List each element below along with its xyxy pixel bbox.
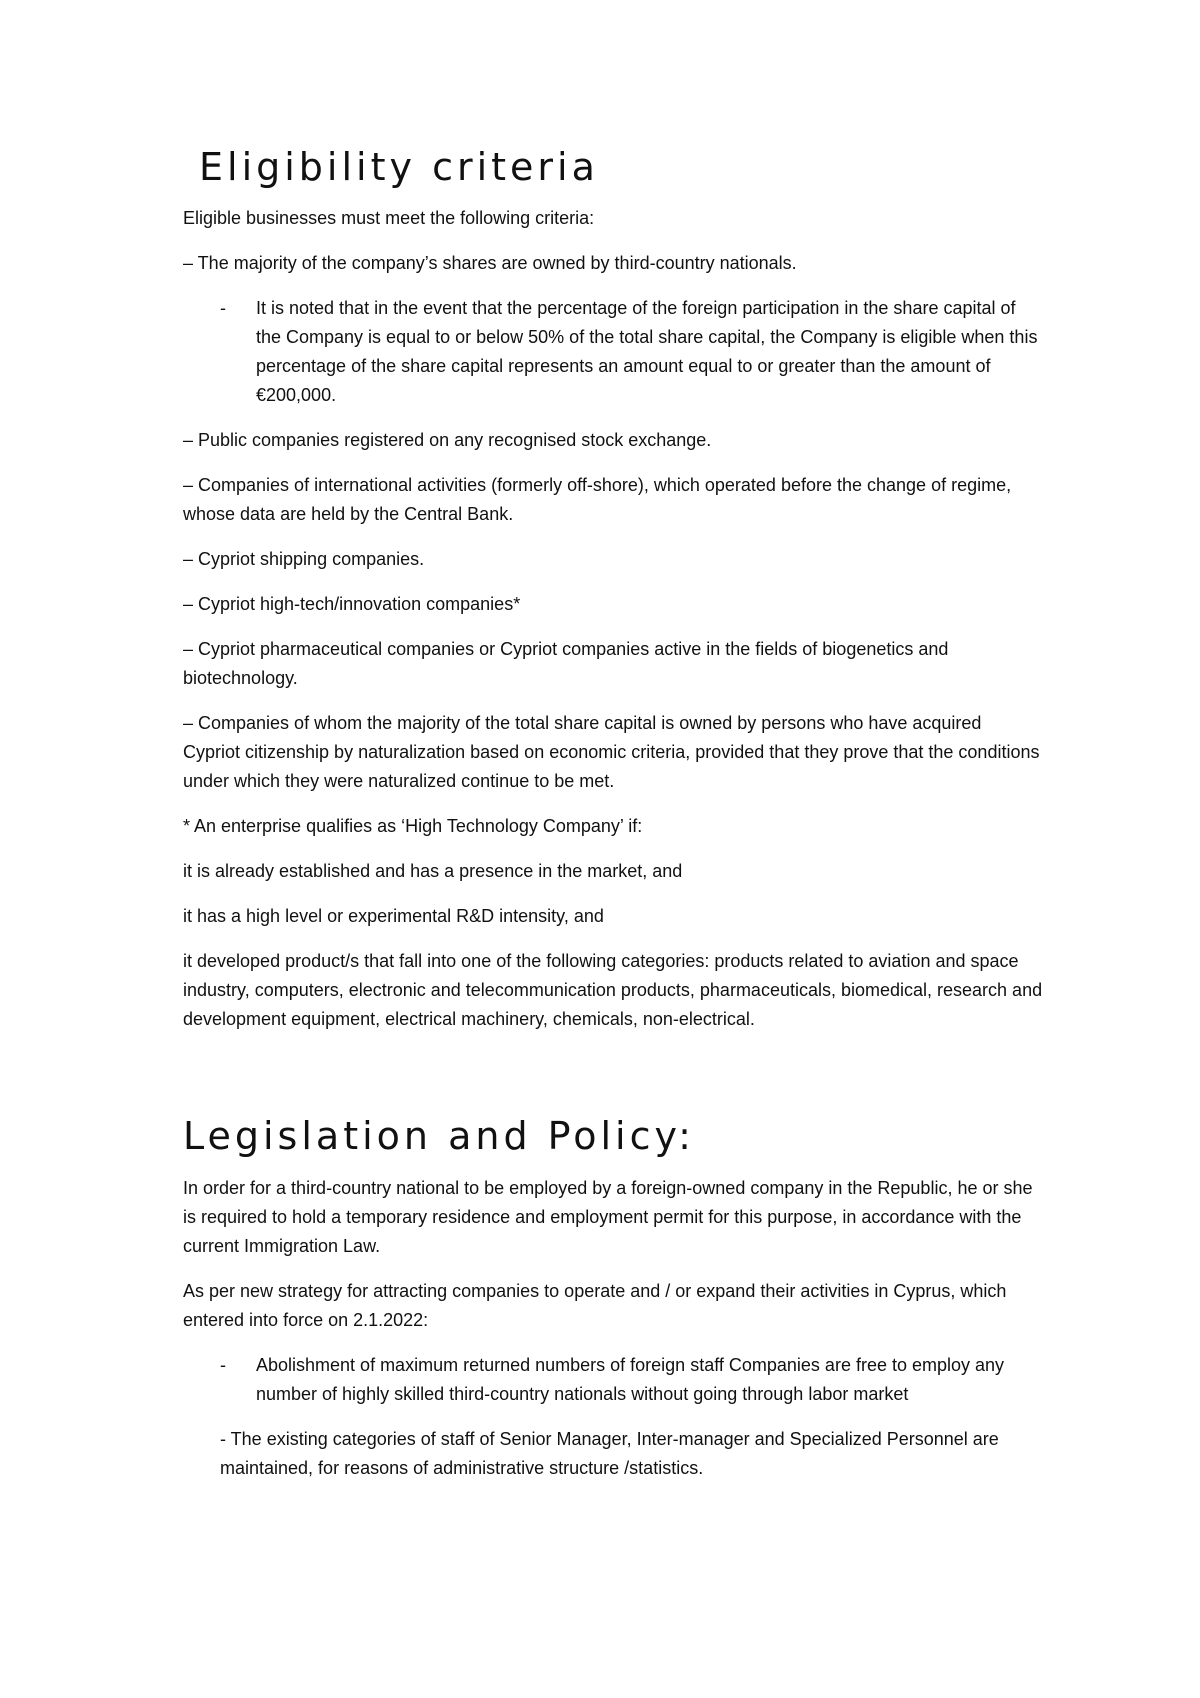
section-spacer (183, 1050, 1043, 1106)
criteria-item: – Cypriot pharmaceutical companies or Cypriot companies active in the fields of biogenetics and biotechnology. (183, 639, 949, 688)
criteria-item: – Companies of whom the majority of the total share capital is owned by persons who have acquired Cypriot citizenship by naturalization based on economic criteria, provided that they prove that the conditions under which they were naturalized continue to be met. (183, 713, 1040, 791)
legislation-paragraph: As per new strategy for attracting companies to operate and / or expand their activities in Cyprus, which entered into force on 2.1.2022: (183, 1281, 1007, 1330)
eligibility-intro: Eligible businesses must meet the following criteria: (183, 208, 595, 228)
criteria-item: – Cypriot high-tech/innovation companies* (183, 594, 521, 614)
footnote-condition: it has a high level or experimental R&D intensity, and (183, 906, 604, 926)
sub-bullet-item (183, 294, 1043, 410)
sub-bullet-text: It is noted that in the event that the percentage of the foreign participation in the share capital of the Company is equal to or below 50% of the total share capital, the Company is eligible when this percentage of the share capital represents an amount equal to or greater than the amount of €200,000. (256, 298, 1038, 405)
footnote-condition: it developed product/s that fall into one of the following categories: products related to aviation and space industry, computers, electronic and telecommunication products, pharmaceuticals, biomedical, research and development equipment, electrical machinery, chemicals, non-electrical. (183, 951, 1043, 1029)
indented-paragraph: - The existing categories of staff of Senior Manager, Inter-manager and Specialized Personnel are maintained, for reasons of administrative structure /statistics. (220, 1429, 999, 1478)
legislation-paragraph: In order for a third-country national to be employed by a foreign-owned company in the Republic, he or she is required to hold a temporary residence and employment permit for this purpose, in accordance with the current Immigration Law. (183, 1178, 1033, 1256)
bullet-text: Abolishment of maximum returned numbers of foreign staff Companies are free to employ any number of highly skilled third-country nationals without going through labor market (256, 1355, 1005, 1404)
criteria-item: – The majority of the company’s shares are owned by third-country nationals. (183, 253, 797, 273)
bullet-item (183, 1351, 1043, 1409)
footnote: * An enterprise qualifies as ‘High Technology Company’ if: (183, 816, 643, 836)
bullet-dash: - (220, 1355, 226, 1375)
bullet-dash: - (220, 298, 226, 318)
document-content (183, 138, 1043, 1499)
criteria-item: – Companies of international activities (formerly off-shore), which operated before the change of regime, whose data are held by the Central Bank. (183, 475, 1012, 524)
criteria-item: – Cypriot shipping companies. (183, 549, 425, 569)
footnote-condition: it is already established and has a presence in the market, and (183, 861, 683, 881)
section-heading-eligibility: Eligibility criteria (199, 145, 599, 189)
criteria-item: – Public companies registered on any recognised stock exchange. (183, 430, 712, 450)
section-heading-legislation: Legislation and Policy: (183, 1114, 695, 1158)
